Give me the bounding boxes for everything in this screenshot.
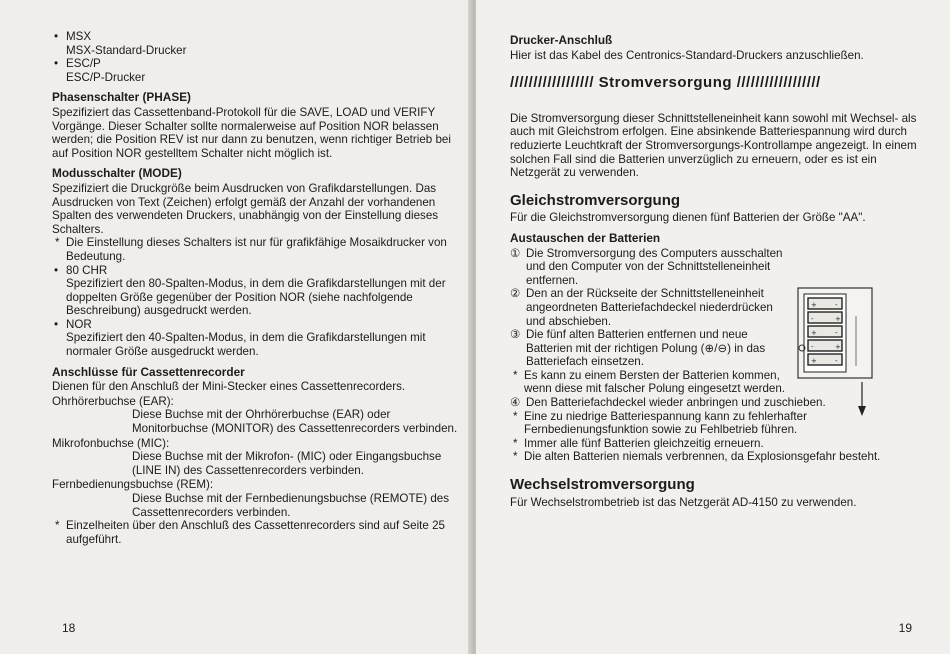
port-label: Mikrofonbuchse (MIC): <box>52 436 170 450</box>
dc-text: Für die Gleichstromversorgung dienen fünf Batterien der Größe "AA". <box>510 211 866 225</box>
step-text: Den Batteriefachdeckel wieder anbringen und zuschieben. <box>526 396 826 410</box>
ac-text: Für Wechselstrombetrieb ist das Netzgerät AD-4150 zu verwenden. <box>510 495 857 509</box>
battery-steps <box>510 247 788 397</box>
port-label: Ohrhörerbuchse (EAR): <box>52 394 174 408</box>
intro-bullet: • MSX <box>52 30 458 44</box>
step-number: ③ <box>510 328 521 342</box>
section-banner: ////////////////// Stromversorgung ////////////////// <box>510 76 821 90</box>
svg-text:-: - <box>835 301 838 309</box>
svg-text:+: + <box>811 301 817 309</box>
printer-text: Hier ist das Kabel des Centronics-Standard-Druckers anzuschließen. <box>510 48 864 62</box>
step-item <box>510 328 788 369</box>
svg-text:+: + <box>835 343 841 351</box>
svg-text:-: - <box>835 329 838 337</box>
intro-desc: MSX-Standard-Drucker <box>66 43 187 57</box>
mode-heading: Modusschalter (MODE) <box>52 166 182 181</box>
step-text: Die fünf alten Batterien entfernen und neue Batterien mit der richtigen Polung (⊕/⊖) in das Batteriefach einsetzen. <box>526 328 766 369</box>
cassette-note: * Einzelheiten über den Anschluß des Cassettenrecorders sind auf Seite 25 aufgeführt. <box>52 519 458 546</box>
dc-heading: Gleichstromversorgung <box>510 191 681 209</box>
power-intro: Die Stromversorgung dieser Schnittstelleneinheit kann sowohl mit Wechsel- als auch mit Gleichstrom erfolgen. Eine absinkende Batteriespannung wird durch reduzierte Leuchtkraft der Stromversorgungs-Kontrollampe angezeigt. In einem solchen Fall sind die Batterien unverzüglich zu erneuern, oder es ist ein Netzgerät zu verwenden. <box>510 111 917 180</box>
mode-option-desc: Spezifiziert den 40-Spalten-Modus, in dem die Grafikdarstellungen mit normaler Größe ausgedruckt werden. <box>66 331 426 359</box>
page-number-left: 18 <box>62 621 76 636</box>
printer-heading: Drucker-Anschluß <box>510 33 613 47</box>
battery-note: * Immer alle fünf Batterien gleichzeitig erneuern. <box>510 437 924 451</box>
port-desc: Diese Buchse mit der Fernbedienungsbuchse (REMOTE) des Cassettenrecorders verbinden. <box>132 492 450 519</box>
battery-note: * Die alten Batterien niemals verbrennen, da Explosionsgefahr besteht. <box>510 450 924 464</box>
cassette-text: Dienen für den Anschluß der Mini-Stecker eines Cassettenrecorders. <box>52 380 406 394</box>
svg-text:-: - <box>835 357 838 365</box>
battery-compartment-figure <box>796 286 874 420</box>
page-number-right: 19 <box>898 621 912 636</box>
intro-bullet: • ESC/P <box>52 57 458 71</box>
step-number: ② <box>510 287 521 301</box>
phase-text: Spezifiziert das Cassettenband-Protokoll für die SAVE, LOAD und VERIFY Vorgänge. Dieser Schalter sollte normalerweise auf Position NOR belassen werden; die Position REV ist nur dann zu benutzen, wenn richtiger Betrieb bei auf Position NOR gestelltem Schalter nicht möglich ist. <box>52 105 451 160</box>
step-item <box>510 247 788 288</box>
svg-text:+: + <box>835 315 841 323</box>
intro-item <box>52 57 458 84</box>
svg-text:+: + <box>811 329 817 337</box>
mode-text: Spezifiziert die Druckgröße beim Ausdrucken von Grafikdarstellungen. Das Ausdrucken von Text (Zeichen) erfolgt gemäß der Anzahl der vorhandenen Spalten des verwendeten Druckers, unabhängig von der Einstellung dieses Schalters. <box>52 181 439 236</box>
cassette-heading: Anschlüsse für Cassettenrecorder <box>52 364 245 379</box>
battery-subheading: Austauschen der Batterien <box>510 230 661 245</box>
step-item <box>510 287 788 328</box>
phase-heading: Phasenschalter (PHASE) <box>52 90 191 105</box>
ac-heading: Wechselstromversorgung <box>510 476 695 494</box>
mode-option-label: • NOR <box>52 318 458 332</box>
step-text: Den an der Rückseite der Schnittstelleneinheit angeordneten Batteriefachdeckel niederdrücken und abschieben. <box>526 287 773 328</box>
svg-text:-: - <box>811 343 814 351</box>
battery-note: * Eine zu niedrige Batteriespannung kann zu fehlerhafter Fernbedienungsfunktion sowie zu Fehlbetrieb führen. <box>510 410 924 437</box>
intro-item <box>52 30 458 57</box>
port-desc: Diese Buchse mit der Ohrhörerbuchse (EAR) oder Monitorbuchse (MONITOR) des Cassettenrecorders verbinden. <box>132 408 458 436</box>
port-desc: Diese Buchse mit der Mikrofon- (MIC) oder Eingangsbuchse (LINE IN) des Cassettenrecorders verbinden. <box>132 450 442 477</box>
port-label: Fernbedienungsbuchse (REM): <box>52 478 214 492</box>
intro-desc: ESC/P-Drucker <box>66 70 146 84</box>
polarity-note: * Es kann zu einem Bersten der Batterien kommen, wenn diese mit falscher Polung eingesetzt werden. <box>510 369 788 396</box>
svg-text:-: - <box>811 315 814 323</box>
left-page <box>0 0 472 654</box>
mode-option-label: • 80 CHR <box>52 264 458 278</box>
mode-note: * Die Einstellung dieses Schalters ist nur für grafikfähige Mosaikdrucker von Bedeutung. <box>52 236 458 263</box>
step-number: ④ <box>510 396 521 410</box>
right-page <box>476 0 950 654</box>
svg-text:+: + <box>811 357 817 365</box>
step-number: ① <box>510 246 521 260</box>
step-text: Die Stromversorgung des Computers ausschalten und den Computer von der Schnittstelleneinheit entfernen. <box>526 246 783 287</box>
mode-option-desc: Spezifiziert den 80-Spalten-Modus, in dem die Grafikdarstellungen mit der doppelten Größe gegenüber der Position NOR (siehe nachfolgende Beschreibung) ausgedruckt werden. <box>66 277 446 318</box>
